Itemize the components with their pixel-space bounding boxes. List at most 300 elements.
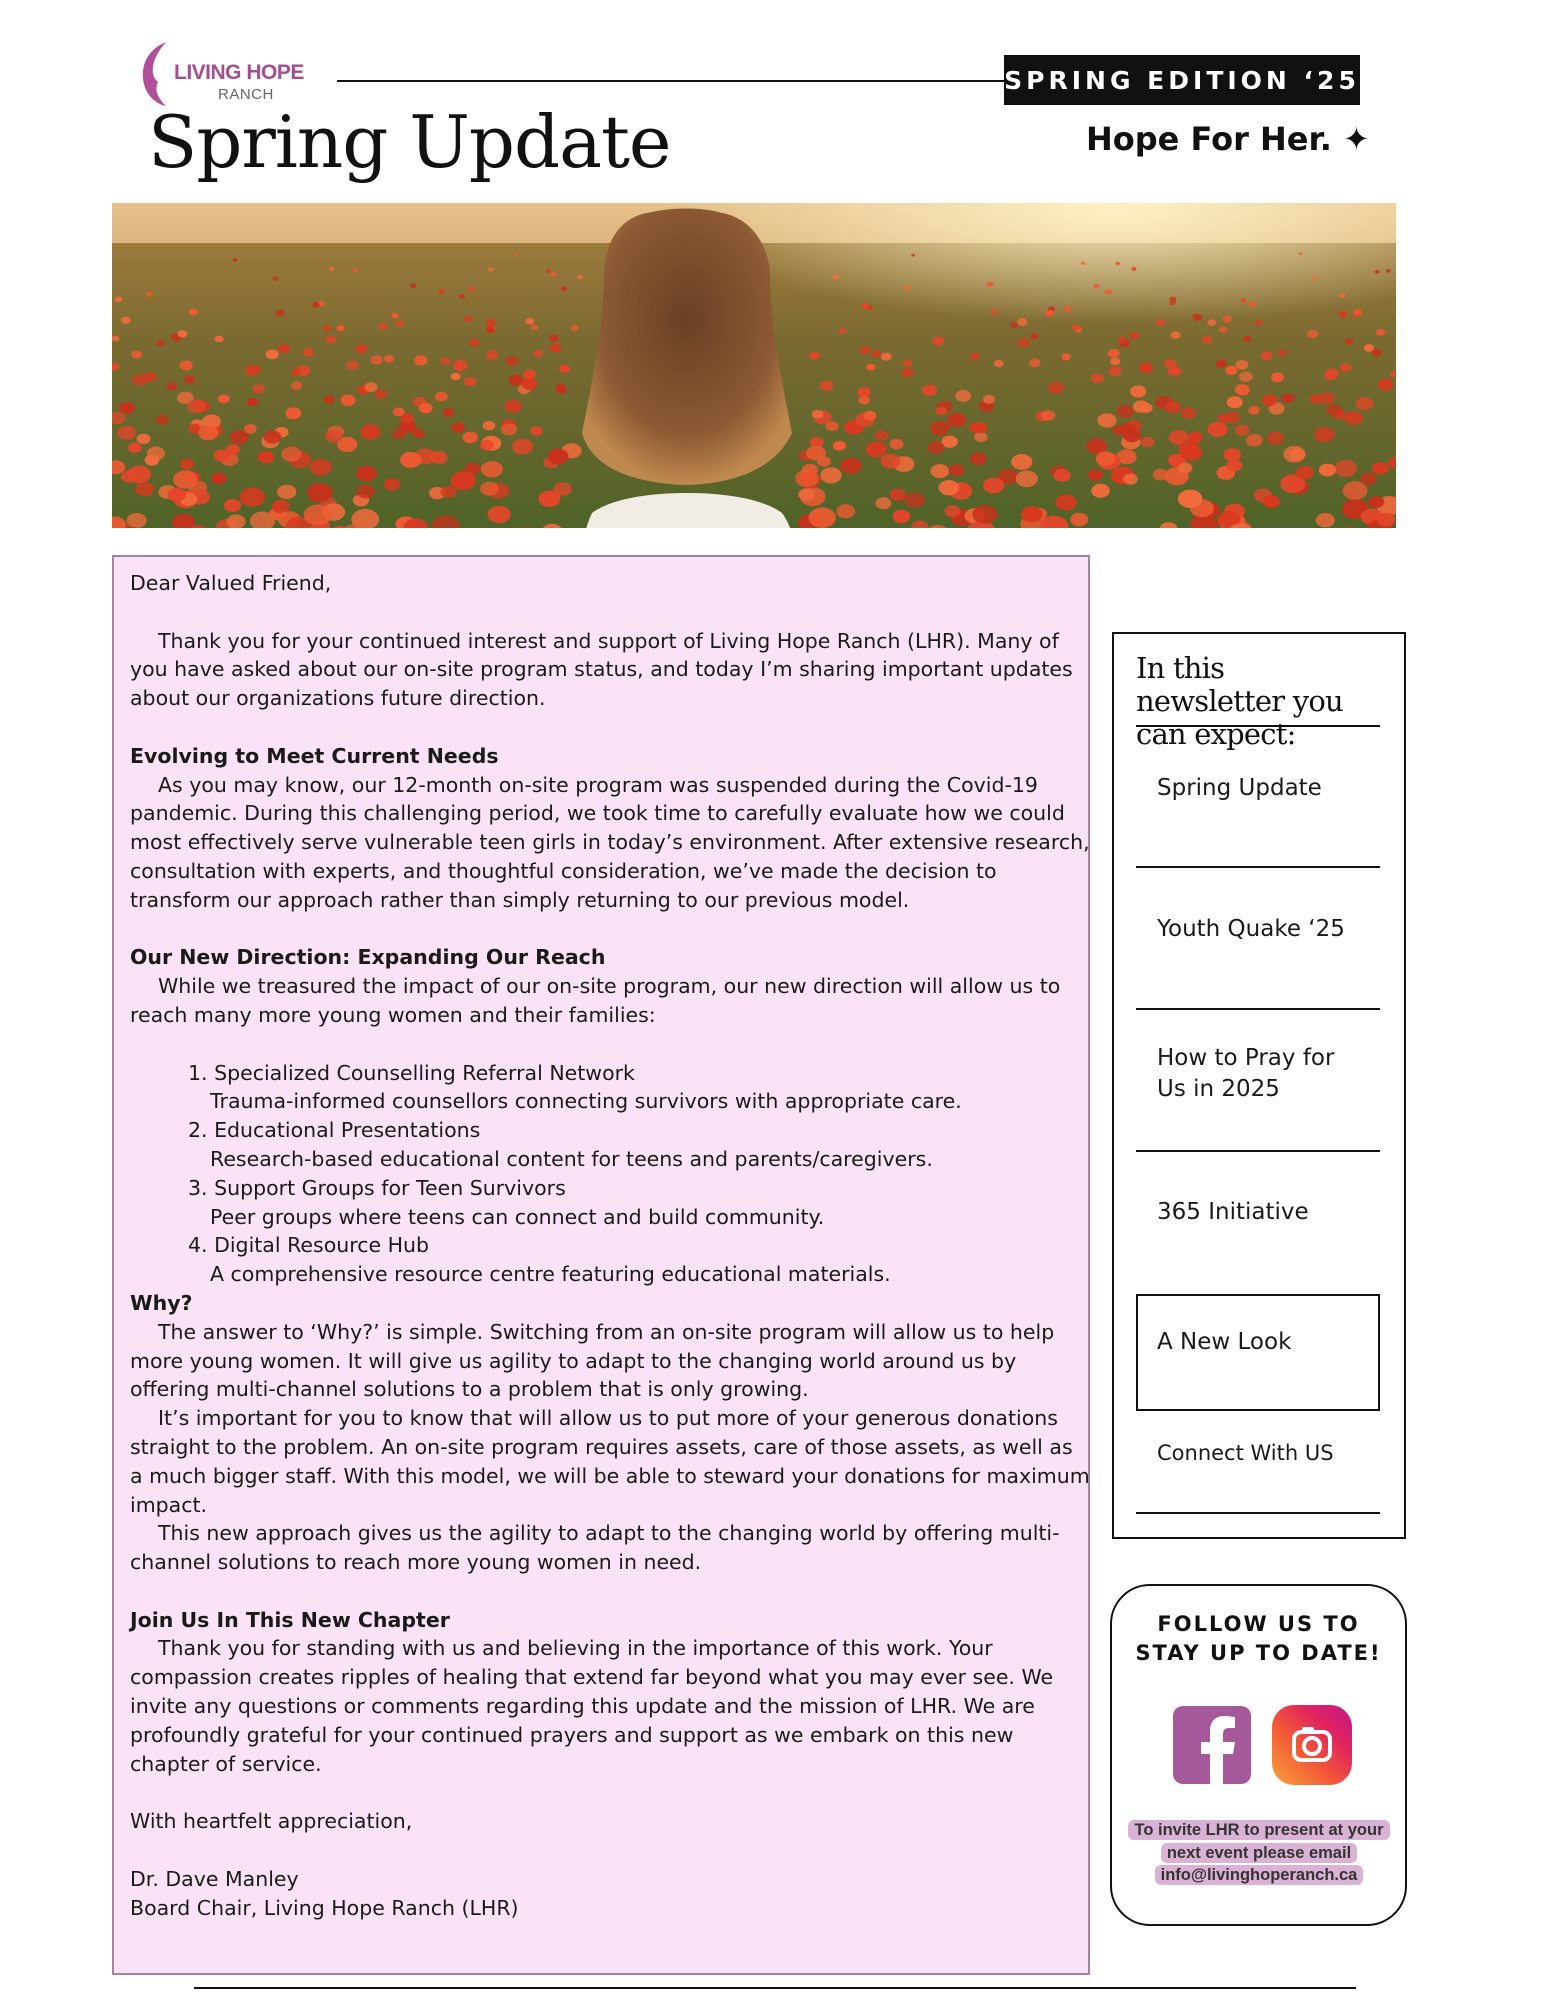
poppy-flower (1262, 394, 1278, 406)
poppy-flower (180, 360, 193, 370)
logo-subtext: RANCH (218, 86, 274, 103)
poppy-flower (346, 361, 358, 370)
poppy-flower (859, 346, 870, 355)
poppy-flower (1371, 349, 1382, 357)
poppy-flower (1165, 401, 1181, 413)
poppy-flower (875, 431, 889, 442)
poppy-flower (214, 336, 223, 343)
poppy-flower (1354, 309, 1363, 316)
poppy-flower (277, 485, 296, 499)
poppy-flower (1376, 329, 1385, 336)
poppy-flower (525, 318, 534, 325)
poppy-flower (285, 407, 301, 419)
poppy-flower (119, 402, 134, 414)
follow-us-panel (1110, 1584, 1407, 1926)
contents-title: In this newsletter you can expect: (1136, 651, 1343, 751)
poppy-flower (115, 296, 122, 302)
list-item-desc: Peer groups where teens can connect and build community. (210, 1204, 825, 1229)
list-item-title: 3. Support Groups for Teen Survivors (188, 1175, 566, 1200)
poppy-flower (180, 459, 194, 470)
poppy-flower (839, 328, 847, 334)
letter-panel (112, 555, 1090, 1975)
poppy-flower (356, 466, 377, 481)
section-body-evolving: As you may know, our 12-month on-site program was suspended during the Covid-19 pandemic. During this challenging period, we took time to carefully evaluate how we could most effectively serve vulnerable teen girls in today’s environment. After extensive research, consultation with experts, and thoughtful consideration, we’ve made the decision to transform our approach rather than simply returning to our previous model. (130, 772, 1090, 912)
poppy-flower (384, 355, 394, 363)
poppy-flower (303, 348, 314, 356)
contents-divider (1136, 1008, 1380, 1010)
poppy-flower (440, 358, 450, 366)
poppy-flower (1368, 496, 1384, 508)
poppy-flower (858, 396, 870, 405)
poppy-flower (1219, 326, 1228, 333)
poppy-flower (187, 399, 205, 413)
letter-intro: Thank you for your continued interest and support of Living Hope Ranch (LHR). Many of you have asked about our on-site program status, and today I’m sharing important updates about our organizations future direction. (130, 628, 1073, 711)
poppy-flower (128, 466, 151, 483)
poppy-flower (863, 411, 876, 421)
poppy-flower (559, 365, 570, 373)
tagline: Hope For Her. ✦ (1086, 120, 1370, 158)
poppy-flower (464, 316, 473, 322)
contents-item-365-initiative[interactable]: 365 Initiative (1157, 1199, 1309, 1225)
poppy-flower (531, 325, 539, 331)
poppy-flower (530, 426, 542, 435)
poppy-flower (132, 374, 148, 386)
poppy-flower (795, 470, 818, 488)
poppy-flower (247, 398, 258, 406)
poppy-flower (451, 373, 461, 380)
poppy-flower (400, 452, 421, 468)
poppy-flower (375, 390, 387, 399)
poppy-flower (1018, 338, 1030, 347)
poppy-flower (184, 376, 195, 384)
list-item-title: 2. Educational Presentations (188, 1118, 481, 1143)
poppy-flower (1108, 349, 1120, 358)
poppy-flower (131, 351, 142, 359)
contents-divider (1136, 725, 1380, 727)
poppy-flower (1375, 270, 1380, 274)
poppy-flower (546, 269, 551, 273)
poppy-flower (488, 267, 494, 271)
poppy-flower (464, 377, 477, 386)
logo-mark-icon (136, 40, 176, 108)
poppy-flower (555, 384, 565, 392)
poppy-flower (1139, 363, 1153, 373)
poppy-flower (1312, 276, 1317, 280)
poppy-flower (930, 464, 949, 478)
poppy-flower (246, 365, 260, 376)
poppy-flower (410, 283, 416, 288)
poppy-flower (881, 454, 901, 469)
poppy-flower (233, 258, 238, 261)
footer-divider (194, 1987, 1356, 1989)
poppy-flower (514, 253, 518, 256)
poppy-flower (443, 408, 455, 417)
poppy-flower (881, 353, 892, 361)
page-title: Spring Update (148, 100, 671, 184)
poppy-flower (1226, 460, 1242, 472)
poppy-flower (798, 488, 815, 500)
poppy-flower (272, 276, 278, 281)
invite-note (1128, 1819, 1390, 1887)
poppy-flower (451, 471, 476, 490)
header-divider (337, 80, 1009, 82)
signature-title: Board Chair, Living Hope Ranch (LHR) (130, 1895, 519, 1920)
contents-item-new-look[interactable]: A New Look (1157, 1329, 1292, 1355)
poppy-flower (522, 378, 538, 390)
poppy-flower (1345, 338, 1354, 345)
poppy-flower (1372, 462, 1389, 475)
poppy-flower (356, 485, 375, 499)
poppy-flower (1267, 432, 1284, 445)
poppy-flower (1386, 269, 1391, 273)
poppy-flower (875, 497, 891, 509)
poppy-flower (325, 335, 336, 343)
section-heading-direction: Our New Direction: Expanding Our Reach (130, 945, 606, 970)
poppy-flower (395, 320, 404, 327)
poppy-flower (905, 286, 911, 291)
poppy-flower (307, 483, 332, 502)
poppy-flower (488, 506, 511, 523)
poppy-flower (1299, 252, 1303, 255)
poppy-flower (1334, 460, 1357, 477)
poppy-flower (806, 446, 826, 461)
poppy-flower (1010, 322, 1018, 328)
poppy-flower (1061, 353, 1070, 360)
poppy-flower (198, 425, 218, 440)
poppy-flower (930, 421, 950, 436)
poppy-flower (1169, 297, 1176, 303)
poppy-flower (1314, 427, 1335, 442)
poppy-flower (156, 415, 169, 425)
poppy-flower (1123, 429, 1141, 443)
poppy-flower (994, 360, 1004, 367)
poppy-flower (983, 395, 995, 404)
poppy-flower (970, 453, 987, 466)
poppy-flower (1096, 451, 1116, 466)
why-paragraph-2: It’s important for you to know that will allow us to put more of your generous donations straight to the problem. An on-site program requires assets, care of those assets, as well as a much bigger staff. With this model, we will be able to steward your donations for maximum impact. (130, 1406, 1090, 1517)
poppy-flower (360, 424, 380, 439)
poppy-flower (866, 442, 887, 458)
poppy-flower (435, 392, 448, 402)
poppy-flower (983, 478, 1004, 494)
poppy-flower (1193, 314, 1202, 321)
poppy-flower (1261, 351, 1273, 360)
poppy-flower (523, 370, 536, 379)
list-item-title: 4. Digital Resource Hub (188, 1233, 430, 1258)
poppy-field-photo-icon (112, 203, 1396, 528)
poppy-flower (836, 504, 855, 518)
list-item-desc: A comprehensive resource centre featuring educational materials. (210, 1262, 891, 1287)
poppy-flower (944, 505, 960, 517)
poppy-flower (577, 275, 583, 279)
poppy-flower (145, 455, 160, 466)
poppy-flower (893, 510, 911, 523)
poppy-flower (451, 422, 465, 432)
contents-item-how-to-pray[interactable]: How to Pray for Us in 2025 (1157, 1045, 1335, 1102)
poppy-flower (1378, 379, 1394, 391)
poppy-flower (224, 499, 241, 512)
list-item-desc: Research-based educational content for teens and parents/caregivers. (210, 1146, 933, 1171)
poppy-flower (935, 407, 947, 416)
poppy-flower (1093, 284, 1099, 289)
poppy-flower (1227, 396, 1243, 408)
poppy-flower (117, 426, 136, 440)
poppy-flower (1282, 394, 1295, 403)
poppy-flower (548, 449, 569, 465)
section-heading-why: Why? (130, 1290, 193, 1315)
poppy-flower (483, 421, 496, 430)
poppy-flower (812, 410, 824, 419)
poppy-flower (1070, 513, 1088, 527)
poppy-flower (866, 364, 875, 371)
poppy-flower (266, 349, 279, 359)
poppy-flower (833, 441, 846, 451)
poppy-flower (1207, 319, 1216, 326)
poppy-flower (384, 478, 400, 490)
poppy-flower (121, 317, 131, 324)
poppy-flower (833, 275, 839, 279)
poppy-flower (1181, 408, 1196, 419)
edition-badge: SPRING EDITION ‘25 (1004, 55, 1360, 105)
poppy-flower (972, 505, 997, 524)
poppy-flower (1029, 359, 1040, 367)
poppy-flower (974, 432, 987, 442)
poppy-flower (1091, 484, 1110, 498)
poppy-flower (501, 423, 517, 435)
contents-divider (1136, 1512, 1380, 1514)
poppy-flower (1097, 413, 1116, 427)
poppy-flower (1130, 385, 1146, 397)
poppy-flower (468, 287, 474, 292)
poppy-flower (178, 330, 188, 337)
poppy-flower (481, 461, 503, 477)
list-item-desc: Trauma-informed counsellors connecting survivors with appropriate care. (210, 1089, 962, 1114)
poppy-flower (240, 488, 266, 507)
poppy-flower (1240, 298, 1246, 303)
poppy-flower (173, 470, 198, 488)
poppy-flower (1223, 316, 1233, 323)
poppy-flower (505, 356, 519, 366)
section-body-join: Thank you for standing with us and believing in the importance of this work. Your compassion creates ripples of healing that extend far beyond what you may ever see. We invite any questions or comments regarding this update and the mission of LHR. We are profoundly grateful for your continued prayers and support as we embark on this new chapter of service. (130, 1636, 1054, 1776)
facebook-icon[interactable] (1173, 1706, 1251, 1784)
poppy-flower (890, 439, 904, 449)
follow-us-title: FOLLOW US TO STAY UP TO DATE! (1135, 1612, 1382, 1665)
poppy-flower (1248, 406, 1260, 415)
poppy-flower (1048, 382, 1064, 394)
poppy-flower (463, 432, 478, 444)
poppy-flower (281, 447, 301, 462)
contents-divider (1136, 866, 1380, 868)
poppy-flower (1235, 384, 1250, 395)
poppy-flower (505, 400, 522, 413)
poppy-flower (1016, 471, 1038, 488)
poppy-flower (189, 309, 198, 316)
poppy-flower (356, 345, 368, 354)
poppy-flower (991, 309, 998, 314)
poppy-flower (323, 325, 331, 331)
poppy-flower (1054, 469, 1071, 482)
poppy-flower (551, 272, 557, 276)
poppy-flower (1340, 363, 1352, 372)
poppy-flower (1360, 473, 1376, 485)
poppy-flower (1179, 441, 1200, 457)
poppy-flower (955, 390, 971, 402)
poppy-flower (341, 395, 356, 406)
poppy-flower (291, 381, 302, 389)
poppy-flower (1171, 331, 1181, 339)
poppy-flower (258, 451, 274, 463)
poppy-flower (1118, 337, 1126, 343)
logo-text: LIVING HOPE (174, 61, 304, 84)
poppy-flower (337, 325, 345, 331)
poppy-flower (1091, 373, 1104, 383)
poppy-flower (1178, 463, 1192, 474)
poppy-flower (1110, 358, 1120, 366)
poppy-flower (1030, 333, 1038, 339)
poppy-flower (480, 482, 499, 496)
poppy-flower (539, 491, 561, 507)
facebook-glyph-icon (1173, 1706, 1251, 1784)
poppy-flower (987, 282, 994, 287)
poppy-flower (972, 422, 987, 433)
poppy-flower (323, 396, 334, 404)
poppy-flower (1339, 293, 1346, 298)
poppy-flower (1011, 454, 1032, 470)
poppy-flower (469, 339, 480, 347)
poppy-flower (1343, 481, 1368, 500)
poppy-flower (840, 458, 861, 474)
poppy-flower (438, 289, 445, 294)
why-paragraph-3: This new approach gives us the agility to adapt to the changing world by offering multi-channel solutions to reach more young women in need. (130, 1521, 1060, 1575)
poppy-flower (1255, 320, 1263, 326)
poppy-flower (1217, 414, 1229, 423)
letter-greeting: Dear Valued Friend, (130, 571, 332, 595)
poppy-flower (533, 350, 543, 357)
poppy-flower (949, 464, 965, 476)
poppy-flower (904, 492, 925, 507)
contents-divider (1136, 1150, 1380, 1152)
poppy-flower (1319, 464, 1336, 477)
poppy-flower (1225, 366, 1237, 375)
section-heading-evolving: Evolving to Meet Current Needs (130, 743, 499, 768)
poppy-flower (1088, 470, 1103, 481)
poppy-flower (1271, 372, 1284, 382)
poppy-flower (459, 294, 465, 299)
poppy-flower (391, 313, 398, 318)
letter-closing: With heartfelt appreciation, (130, 1809, 413, 1834)
poppy-flower (570, 325, 578, 331)
poppy-flower (1296, 466, 1314, 479)
poppy-flower (932, 337, 944, 346)
poppy-flower (310, 459, 332, 476)
poppy-flower (276, 309, 285, 316)
poppy-flower (486, 319, 495, 326)
poppy-flower (1239, 372, 1253, 382)
poppy-flower (244, 424, 257, 434)
poppy-flower (1129, 332, 1139, 340)
poppy-flower (378, 323, 387, 330)
poppy-flower (809, 352, 819, 360)
poppy-flower (146, 291, 153, 296)
contents-item-youth-quake[interactable]: Youth Quake ‘25 (1157, 916, 1345, 942)
poppy-flower (1377, 513, 1395, 527)
poppy-flower (1278, 350, 1287, 356)
poppy-flower (1115, 262, 1120, 266)
poppy-flower (252, 384, 265, 394)
poppy-flower (1216, 360, 1228, 369)
poppy-flower (1055, 494, 1077, 510)
list-item-title: 1. Specialized Counselling Referral Network (188, 1060, 635, 1085)
poppy-flower (1316, 513, 1335, 527)
poppy-flower (1140, 403, 1153, 412)
poppy-flower (1327, 404, 1343, 416)
poppy-flower (1042, 410, 1056, 420)
poppy-flower (329, 267, 334, 271)
poppy-flower (1064, 306, 1072, 312)
poppy-flower (414, 355, 428, 365)
poppy-flower (480, 440, 494, 451)
poppy-flower (922, 385, 937, 396)
contents-item-connect[interactable]: Connect With US (1157, 1441, 1334, 1465)
poppy-flower (1246, 434, 1263, 447)
poppy-flower (137, 434, 151, 444)
poppy-flower (370, 355, 382, 364)
poppy-flower (1156, 319, 1165, 326)
poppy-flower (903, 359, 913, 366)
poppy-flower (549, 335, 559, 342)
poppy-flower (486, 327, 495, 334)
poppy-flower (970, 353, 980, 360)
signature-name: Dr. Dave Manley (130, 1866, 299, 1891)
poppy-flower (1243, 336, 1251, 342)
poppy-flower (128, 443, 142, 453)
poppy-flower (890, 489, 906, 501)
poppy-flower (1235, 425, 1250, 436)
poppy-flower (364, 382, 377, 392)
instagram-glyph-icon (1272, 1705, 1352, 1785)
poppy-flower (440, 486, 456, 498)
poppy-flower (509, 375, 524, 386)
poppy-flower (1325, 368, 1339, 378)
living-hope-ranch-logo (136, 40, 336, 108)
poppy-flower (512, 439, 533, 455)
poppy-flower (1072, 324, 1080, 330)
poppy-flower (278, 344, 290, 353)
poppy-flower (1081, 261, 1086, 265)
invite-note-text: To invite LHR to present at your next event please email info@livinghoperanch.ca (1128, 1820, 1389, 1885)
poppy-flower (393, 408, 405, 417)
contents-item-spring-update[interactable]: Spring Update (1157, 775, 1322, 801)
poppy-flower (166, 382, 177, 390)
poppy-flower (412, 429, 424, 438)
poppy-flower (1045, 310, 1054, 317)
poppy-flower (561, 286, 567, 291)
poppy-flower (1356, 397, 1374, 410)
poppy-flower (1201, 336, 1212, 344)
poppy-flower (1207, 422, 1227, 437)
poppy-flower (1164, 359, 1176, 368)
poppy-flower (1017, 318, 1027, 326)
poppy-flower (392, 429, 405, 439)
instagram-icon[interactable] (1272, 1705, 1352, 1785)
poppy-flower (1249, 302, 1256, 307)
poppy-flower (861, 303, 869, 309)
poppy-flower (211, 473, 226, 484)
poppy-flower (1140, 437, 1154, 447)
section-body-direction: While we treasured the impact of our on-site program, our new direction will allow us to reach many more young women and their families: (130, 974, 1061, 1027)
poppy-flower (156, 340, 164, 346)
poppy-flower (1123, 474, 1138, 485)
